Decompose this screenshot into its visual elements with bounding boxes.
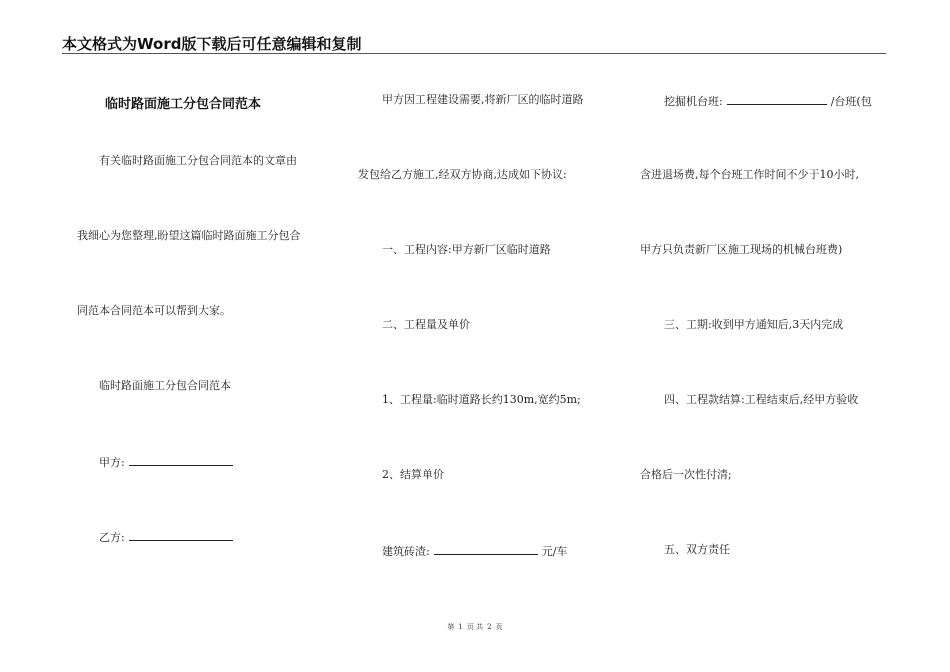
unit-price-heading: 2、结算单价: [382, 468, 444, 481]
brick-debris-unit: 元/车: [541, 545, 568, 558]
document-banner: 本文格式为Word版下载后可任意编辑和复制: [62, 35, 362, 53]
party-b-blank: [129, 529, 233, 541]
excavator-line: [664, 93, 872, 109]
schedule-heading: 三、工期:收到甲方通知后,3天内完成: [664, 318, 844, 331]
responsibilities-heading: 五、双方责任: [664, 543, 730, 556]
page-footer: [0, 622, 950, 632]
excavator-blank: [727, 93, 827, 105]
intro-line-3: 同范本合同范本可以帮到大家。: [77, 304, 231, 317]
excavator-label: 挖掘机台班:: [664, 95, 723, 108]
col2-line-1: 甲方因工程建设需要,将新厂区的临时道路: [382, 93, 584, 106]
quantity-line: 1、工程量:临时道路长约130m,宽约5m;: [382, 393, 581, 406]
col3-line-6: 合格后一次性付清;: [640, 468, 732, 481]
work-content-heading: 一、工程内容:甲方新厂区临时道路: [382, 243, 551, 256]
page-suffix: 页: [495, 623, 503, 631]
brick-debris-line: [382, 543, 567, 559]
header-divider: [62, 53, 886, 54]
page-current: 1: [458, 623, 463, 631]
page-total: 2: [487, 623, 492, 631]
intro-line-2: 我细心为您整理,盼望这篇临时路面施工分包合: [77, 229, 301, 242]
col2-line-2: 发包给乙方施工,经双方协商,达成如下协议:: [358, 168, 567, 181]
settlement-heading: 四、工程款结算:工程结束后,经甲方验收: [664, 393, 859, 406]
brick-debris-blank: [434, 543, 538, 555]
intro-line-1: 有关临时路面施工分包合同范本的文章由: [99, 154, 297, 167]
brick-debris-label: 建筑砖渣:: [382, 545, 430, 558]
quantity-price-heading: 二、工程量及单价: [382, 318, 470, 331]
party-b-line: [99, 529, 237, 545]
col3-line-2: 含进退场费,每个台班工作时间不少于10小时,: [640, 168, 859, 181]
party-a-blank: [129, 454, 233, 466]
contract-title: 临时路面施工分包合同范本: [105, 97, 262, 112]
page-mid: 页 共: [466, 623, 484, 631]
col3-line-3: 甲方只负责新厂区施工现场的机械台班费): [640, 243, 843, 256]
page-prefix: 第: [447, 623, 455, 631]
party-a-label: 甲方:: [99, 456, 125, 469]
party-b-label: 乙方:: [99, 531, 125, 544]
excavator-tail: /台班(包: [830, 95, 872, 108]
party-a-line: [99, 454, 237, 470]
contract-subtitle: 临时路面施工分包合同范本: [99, 379, 231, 392]
